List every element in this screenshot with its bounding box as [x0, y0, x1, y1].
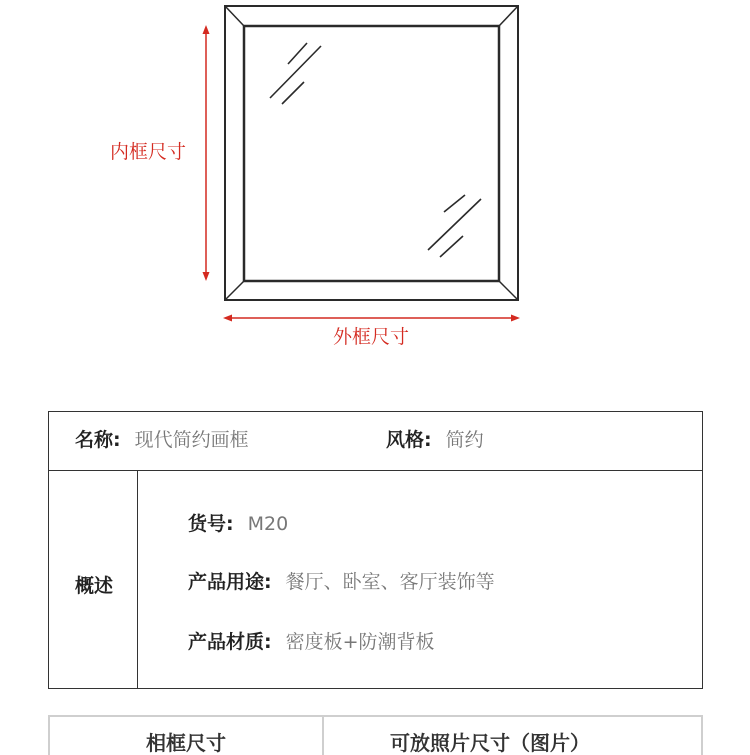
frame-diagram — [0, 0, 750, 370]
usage-key: 产品用途: — [188, 571, 272, 593]
miter-bottom-right — [499, 281, 518, 300]
frame-size-header: 相框尺寸 — [146, 731, 226, 755]
outer-size-arrow — [223, 315, 520, 322]
style-value: 简约 — [445, 429, 484, 451]
sku-value: M20 — [247, 513, 289, 535]
photo-size-header: 可放照片尺寸（图片） — [390, 731, 590, 755]
picture-frame — [225, 6, 518, 300]
overview-column — [49, 470, 138, 688]
material-value: 密度板+防潮背板 — [285, 631, 435, 653]
overview-label: 概述 — [75, 575, 114, 597]
miter-bottom-left — [225, 281, 244, 300]
inner-frame-border — [244, 26, 499, 281]
usage-field — [188, 573, 495, 592]
miter-top-left — [225, 6, 244, 26]
outer-size-label: 外框尺寸 — [333, 326, 410, 348]
size-table — [48, 715, 703, 755]
outer-frame-border — [225, 6, 518, 300]
name-key: 名称: — [75, 429, 121, 451]
sku-key: 货号: — [188, 513, 234, 535]
style-field — [386, 431, 484, 450]
glass-glare-icon — [270, 43, 321, 104]
inner-size-arrow — [203, 25, 210, 281]
inner-size-label: 内框尺寸 — [110, 141, 187, 163]
material-key: 产品材质: — [188, 631, 272, 653]
sku-field — [188, 515, 288, 534]
spec-table — [48, 411, 703, 689]
material-field — [188, 633, 435, 652]
style-key: 风格: — [386, 429, 432, 451]
name-value: 现代简约画框 — [134, 429, 249, 451]
miter-top-right — [499, 6, 518, 26]
glass-glare-icon — [428, 195, 481, 257]
size-table-divider — [322, 717, 324, 755]
name-field — [75, 431, 249, 450]
spec-row-header — [49, 412, 702, 471]
usage-value: 餐厅、卧室、客厅装饰等 — [285, 571, 495, 593]
